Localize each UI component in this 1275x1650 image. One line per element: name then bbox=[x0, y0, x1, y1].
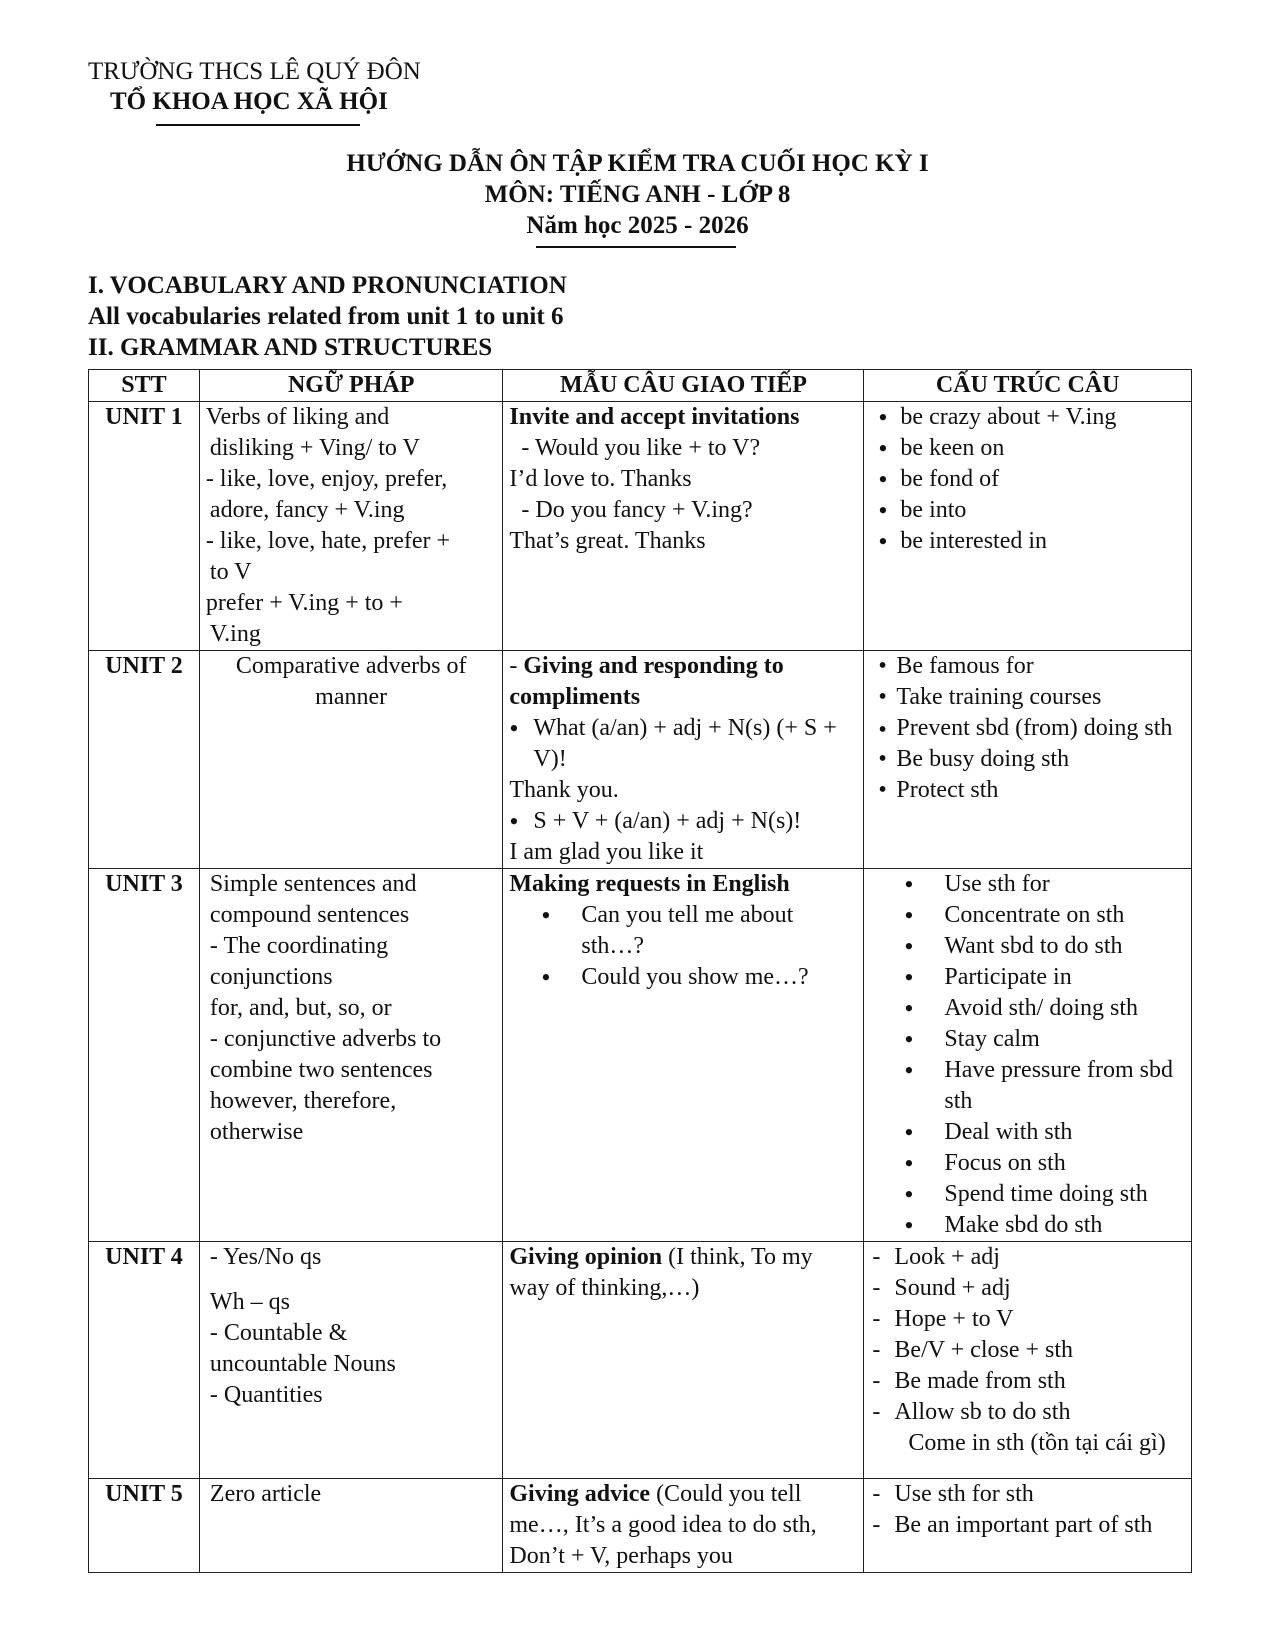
grammar-line: compound sentences bbox=[209, 902, 410, 928]
structure-item: - Be/V + close + sth bbox=[870, 1335, 1185, 1366]
grammar-line: Verbs of liking and bbox=[205, 404, 390, 430]
structure-item: - Look + adj bbox=[870, 1242, 1185, 1273]
structure-item: • Focus on sth bbox=[864, 1148, 1185, 1179]
grammar-cell bbox=[199, 402, 502, 651]
communication-item: • Can you tell me about sth…? bbox=[501, 900, 857, 962]
header-grammar: NGỮ PHÁP bbox=[199, 370, 502, 402]
structure-item: • Concentrate on sth bbox=[864, 900, 1185, 931]
doc-subject: MÔN: TIẾNG ANH - LỚP 8 bbox=[484, 181, 791, 208]
grammar-line: manner bbox=[315, 684, 388, 710]
communication-line: I’d love to. Thanks bbox=[509, 466, 692, 492]
grammar-line: however, therefore, bbox=[209, 1088, 397, 1114]
communication-cell bbox=[503, 1479, 864, 1573]
structure-item: - Sound + adj bbox=[870, 1273, 1185, 1304]
grammar-line: disliking + Ving/ to V bbox=[209, 435, 420, 461]
doc-school-year: Năm học 2025 - 2026 bbox=[526, 212, 749, 239]
communication-cell bbox=[503, 651, 864, 869]
communication-heading bbox=[509, 651, 857, 713]
grammar-line: - Quantities bbox=[209, 1382, 323, 1408]
school-year-underline bbox=[536, 246, 736, 248]
grammar-line: - Countable & bbox=[209, 1320, 348, 1346]
grammar-line: uncountable Nouns bbox=[209, 1351, 396, 1377]
grammar-line: Comparative adverbs of bbox=[235, 653, 467, 679]
unit-label: UNIT 3 bbox=[89, 869, 200, 1242]
header-communication: MẪU CÂU GIAO TIẾP bbox=[503, 370, 864, 402]
structure-item: - Be made from sth bbox=[870, 1366, 1185, 1397]
structure-item: • Want sbd to do sth bbox=[864, 931, 1185, 962]
grammar-line: Wh – qs bbox=[209, 1289, 290, 1315]
structure-item: • Have pressure from sbd sth bbox=[864, 1055, 1185, 1117]
school-name: TRƯỜNG THCS LÊ QUÝ ĐÔN bbox=[88, 58, 421, 85]
structure-item: • be crazy about + V.ing bbox=[870, 402, 1185, 433]
grammar-cell bbox=[199, 869, 502, 1242]
unit-label: UNIT 4 bbox=[89, 1242, 200, 1479]
grammar-line: prefer + V.ing + to + bbox=[205, 590, 403, 616]
structure-item: - Be an important part of sth bbox=[870, 1510, 1185, 1541]
grammar-cell bbox=[199, 1242, 502, 1479]
grammar-line: to V bbox=[209, 559, 252, 585]
grammar-line: otherwise bbox=[209, 1119, 304, 1145]
grammar-line: Zero article bbox=[209, 1481, 322, 1507]
grammar-line: Simple sentences and bbox=[209, 871, 417, 897]
communication-title: Giving opinion bbox=[509, 1244, 663, 1270]
header-stt: STT bbox=[89, 370, 200, 402]
communication-line: Thank you. bbox=[509, 777, 619, 803]
structure-item bbox=[874, 713, 1185, 744]
grammar-line: - like, love, hate, prefer + bbox=[205, 528, 451, 554]
grammar-line: conjunctions bbox=[209, 964, 333, 990]
table-row bbox=[89, 1479, 1192, 1573]
communication-title: Invite and accept invitations bbox=[509, 404, 800, 430]
grammar-line: - Yes/No qs bbox=[209, 1244, 322, 1270]
unit-label: UNIT 5 bbox=[89, 1479, 200, 1573]
structure-item-text: • Prevent sbd (from) doing sth bbox=[874, 715, 1172, 741]
structure-item: • Be famous for bbox=[874, 651, 1185, 682]
communication-line: - Would you like + to V? bbox=[509, 435, 761, 461]
unit-label: UNIT 1 bbox=[89, 402, 200, 651]
section-1-note: All vocabularies related from unit 1 to unit 6 bbox=[88, 303, 564, 330]
structure-item: • be into bbox=[870, 495, 1185, 526]
grammar-line: V.ing bbox=[209, 621, 261, 647]
communication-line: That’s great. Thanks bbox=[509, 528, 706, 554]
structure-item: • be interested in bbox=[870, 526, 1185, 557]
table-row bbox=[89, 651, 1192, 869]
structure-item: • Stay calm bbox=[864, 1024, 1185, 1055]
structures-cell bbox=[864, 1242, 1192, 1479]
communication-examples: (Could you tell me…, It’s a good idea to do sth, Don’t + V, perhaps you bbox=[509, 1481, 817, 1569]
communication-examples: (I think, To my way of thinking,…) bbox=[509, 1244, 813, 1301]
section-2-heading: II. GRAMMAR AND STRUCTURES bbox=[88, 334, 493, 361]
structure-item: • be keen on bbox=[870, 433, 1185, 464]
communication-cell bbox=[503, 1242, 864, 1479]
grammar-line: combine two sentences bbox=[209, 1057, 433, 1083]
structure-item: • Deal with sth bbox=[864, 1117, 1185, 1148]
department-underline bbox=[156, 124, 360, 126]
communication-cell bbox=[503, 402, 864, 651]
department-name: TỔ KHOA HỌC XÃ HỘI bbox=[110, 88, 388, 115]
doc-title: HƯỚNG DẪN ÔN TẬP KIỂM TRA CUỐI HỌC KỲ I bbox=[346, 150, 929, 177]
communication-line: • What (a/an) + adj + N(s) (+ S + V)! bbox=[509, 713, 857, 775]
structure-item: - Hope + to V bbox=[870, 1304, 1185, 1335]
communication-title: Giving and responding to compliments bbox=[509, 653, 784, 710]
structures-cell bbox=[864, 869, 1192, 1242]
communication-title: Giving advice bbox=[509, 1481, 651, 1507]
table-row bbox=[89, 1242, 1192, 1479]
communication-title: Making requests in English bbox=[509, 871, 790, 897]
grammar-line: for, and, but, so, or bbox=[209, 995, 392, 1021]
structures-cell bbox=[864, 402, 1192, 651]
structures-cell bbox=[864, 1479, 1192, 1573]
structure-item: • Avoid sth/ doing sth bbox=[864, 993, 1185, 1024]
communication-cell bbox=[503, 869, 864, 1242]
structure-item: • be fond of bbox=[870, 464, 1185, 495]
structure-item: - Allow sb to do sth bbox=[870, 1397, 1185, 1428]
grammar-line: adore, fancy + V.ing bbox=[209, 497, 405, 523]
grammar-cell bbox=[199, 651, 502, 869]
grammar-line: - conjunctive adverbs to bbox=[209, 1026, 442, 1052]
structure-item: • Make sbd do sth bbox=[864, 1210, 1185, 1241]
communication-item: • Could you show me…? bbox=[501, 962, 857, 993]
structure-item: • Protect sth bbox=[874, 775, 1185, 806]
communication-line: • S + V + (a/an) + adj + N(s)! bbox=[509, 806, 857, 837]
structure-extra: Come in sth (tồn tại cái gì) bbox=[908, 1430, 1166, 1456]
structure-item: • Spend time doing sth bbox=[864, 1179, 1185, 1210]
grammar-line: - like, love, enjoy, prefer, bbox=[205, 466, 448, 492]
header-structures: CẤU TRÚC CÂU bbox=[864, 370, 1192, 402]
structure-item: • Use sth for bbox=[864, 869, 1185, 900]
structures-cell bbox=[864, 651, 1192, 869]
structure-item: • Participate in bbox=[864, 962, 1185, 993]
structure-item: • Be busy doing sth bbox=[874, 744, 1185, 775]
table-header-row bbox=[89, 370, 1192, 402]
grammar-table bbox=[88, 369, 1192, 1573]
structure-item: - Use sth for sth bbox=[870, 1479, 1185, 1510]
communication-line: - Do you fancy + V.ing? bbox=[509, 497, 753, 523]
table-row bbox=[89, 869, 1192, 1242]
grammar-line: - The coordinating bbox=[209, 933, 389, 959]
table-row bbox=[89, 402, 1192, 651]
structure-item: • Take training courses bbox=[874, 682, 1185, 713]
grammar-cell bbox=[199, 1479, 502, 1573]
section-1-heading: I. VOCABULARY AND PRONUNCIATION bbox=[88, 272, 567, 299]
dash-prefix: - bbox=[509, 653, 524, 679]
communication-line: I am glad you like it bbox=[509, 839, 704, 865]
unit-label: UNIT 2 bbox=[89, 651, 200, 869]
